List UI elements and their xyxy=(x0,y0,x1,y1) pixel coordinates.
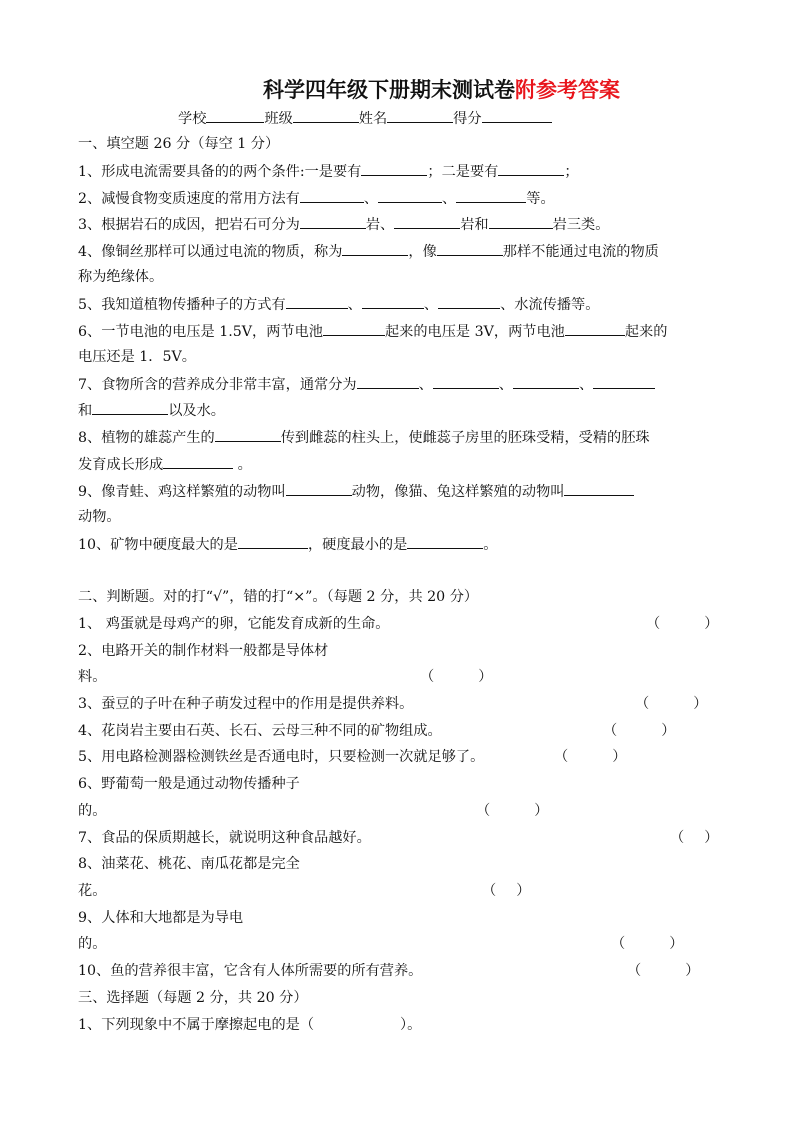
fill-q8: 8、植物的雄蕊产生的 传到雌蕊的柱头上，使雌蕊子房里的胚珠受精，受精的胚珠 xyxy=(78,427,650,448)
choice-q1: 1、下列现象中不属于摩擦起电的是（ ）。 xyxy=(78,1017,422,1033)
fill-q6-cont: 电压还是 1．5V。 xyxy=(78,349,196,365)
judge-q4: 4、花岗岩主要由石英、长石、云母三种不同的矿物组成。 xyxy=(78,723,442,739)
fill-q4: 4、像铜丝那样可以通过电流的物质，称为 ，像 那样不能通过电流的物质 xyxy=(78,241,659,262)
judge-q10: 10、鱼的营养很丰富，它含有人体所需要的所有营养。 xyxy=(78,963,423,979)
section-fill-heading: 一、填空题 26 分（每空 1 分） xyxy=(78,136,280,152)
fill-q2: 2、减慢食物变质速度的常用方法有 、 、 等。 xyxy=(78,188,555,209)
judge-q4-answer[interactable]: （ ） xyxy=(603,723,676,739)
judge-q9: 9、人体和大地都是为导电 xyxy=(78,910,244,926)
judge-q8: 8、油菜花、桃花、南瓜花都是完全 xyxy=(78,856,300,872)
fill-q9: 9、像青蛙、鸡这样繁殖的动物叫 动物，像猫、兔这样繁殖的动物叫 xyxy=(78,481,634,502)
judge-q5: 5、用电路检测器检测铁丝是否通电时，只要检测一次就足够了。 xyxy=(78,749,485,765)
judge-q8-answer[interactable]: （ ） xyxy=(482,883,531,899)
section-judge-heading: 二、判断题。对的打“√”，错的打“×”。（每题 2 分，共 20 分） xyxy=(78,589,479,605)
judge-q9-answer[interactable]: （ ） xyxy=(611,936,684,952)
fill-q3: 3、根据岩石的成因，把岩石可分为 岩、 岩和 岩三类。 xyxy=(78,214,609,235)
judge-q6-answer[interactable]: （ ） xyxy=(476,803,549,819)
judge-q6-cont: 的。 xyxy=(78,803,107,819)
judge-q10-answer[interactable]: （ ） xyxy=(627,963,700,979)
judge-q6: 6、野葡萄一般是通过动物传播种子 xyxy=(78,776,300,792)
fill-q10: 10、矿物中硬度最大的是 ，硬度最小的是 。 xyxy=(78,534,497,555)
judge-q7-answer[interactable]: （ ） xyxy=(670,830,719,846)
fill-q1: 1、形成电流需要具备的的两个条件:一是要有 ；二是要有 ； xyxy=(78,161,579,182)
fill-q9-cont: 动物。 xyxy=(78,509,121,525)
judge-q1-answer[interactable]: （ ） xyxy=(646,616,719,632)
answer-note: 附参考答案 xyxy=(515,78,620,102)
fill-q7: 7、食物所含的营养成分非常丰富，通常分为 、 、 、 xyxy=(78,374,655,395)
judge-q2-answer[interactable]: （ ） xyxy=(420,669,493,685)
judge-q1: 1、 鸡蛋就是母鸡产的卵，它能发育成新的生命。 xyxy=(78,616,390,632)
info-line: 学校 班级 姓名 得分 xyxy=(178,108,552,129)
judge-q5-answer[interactable]: （ ） xyxy=(554,749,627,765)
judge-q8-cont: 花。 xyxy=(78,883,107,899)
fill-q4-cont: 称为绝缘体。 xyxy=(78,269,164,285)
judge-q7: 7、食品的保质期越长，就说明这种食品越好。 xyxy=(78,830,371,846)
judge-q3-answer[interactable]: （ ） xyxy=(635,696,708,712)
page-title: 科学四年级下册期末测试卷附参考答案 xyxy=(263,78,620,102)
judge-q9-cont: 的。 xyxy=(78,936,107,952)
judge-q3: 3、蚕豆的子叶在种子萌发过程中的作用是提供养料。 xyxy=(78,696,414,712)
section-choice-heading: 三、选择题（每题 2 分，共 20 分） xyxy=(78,990,308,1006)
fill-q6: 6、一节电池的电压是 1.5V，两节电池 起来的电压是 3V，两节电池 起来的 xyxy=(78,321,667,342)
fill-q7-cont: 和 以及水。 xyxy=(78,400,225,421)
fill-q5: 5、我知道植物传播种子的方式有 、 、 、水流传播等。 xyxy=(78,294,599,315)
fill-q8-cont: 发育成长形成 。 xyxy=(78,454,252,475)
judge-q2-cont: 料。 xyxy=(78,669,107,685)
judge-q2: 2、电路开关的制作材料一般都是导体材 xyxy=(78,643,329,659)
